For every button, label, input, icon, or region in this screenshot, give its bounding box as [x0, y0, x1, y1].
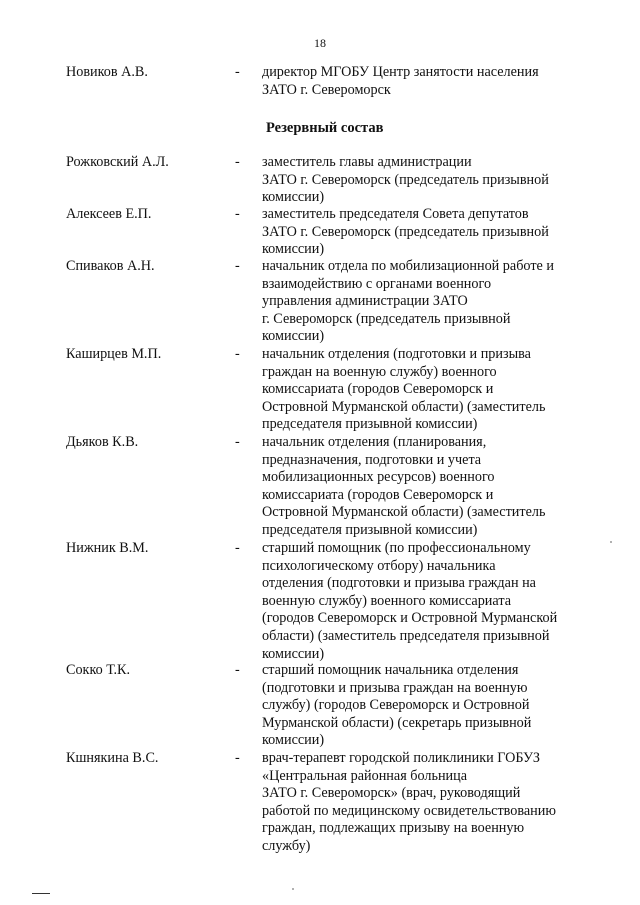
role-line: старший помощник (по профессиональному — [262, 540, 531, 556]
role-line: комиссариата (городов Североморск и — [262, 381, 494, 398]
page-number: 18 — [314, 36, 326, 50]
dash-separator: - — [235, 206, 240, 222]
dash-separator: - — [235, 750, 240, 766]
member-role — [262, 346, 592, 434]
role-line: области) (заместитель председателя призывной — [262, 627, 550, 644]
role-line: Островной Мурманской области) (заместитель — [262, 398, 546, 415]
dash-separator: - — [235, 662, 240, 678]
bottom-mark — [32, 893, 50, 894]
role-line: ЗАТО г. Североморск (председатель призывной — [262, 171, 549, 188]
role-line: комиссии) — [262, 732, 325, 749]
role-line: предназначения, подготовки и учета — [262, 451, 482, 468]
member-role — [262, 64, 592, 99]
role-line: комиссии) — [262, 328, 325, 345]
scan-speck — [610, 541, 612, 543]
role-line: «Центральная районная больница — [262, 767, 468, 784]
role-line: взаимодействию с органами военного — [262, 275, 492, 292]
role-line: граждан на военную службу) военного — [262, 363, 497, 380]
role-line: службу) (городов Североморск и Островной — [262, 697, 530, 714]
member-role — [262, 662, 592, 750]
role-line: ЗАТО г. Североморск» (врач, руководящий — [262, 785, 521, 802]
member-name: Спиваков А.Н. — [66, 258, 155, 274]
dash-separator: - — [235, 258, 240, 274]
role-line: (городов Североморск и Островной Мурманской — [262, 610, 558, 627]
member-name: Кшнякина В.С. — [66, 750, 159, 766]
role-line: старший помощник начальника отделения — [262, 662, 519, 678]
role-line: работой по медицинскому освидетельствованию — [262, 802, 556, 819]
role-line: директор МГОБУ Центр занятости населения — [262, 64, 539, 80]
member-name: Алексеев Е.П. — [66, 206, 152, 222]
role-line: начальник отделения (планирования, — [262, 434, 487, 450]
member-role — [262, 206, 592, 259]
dash-separator: - — [235, 434, 240, 450]
role-line: отделения (подготовки и призыва граждан на — [262, 575, 536, 592]
role-line: председателя призывной комиссии) — [262, 521, 478, 538]
dash-separator: - — [235, 346, 240, 362]
member-role — [262, 434, 592, 540]
role-line: психологическому отбору) начальника — [262, 557, 496, 574]
role-line: Мурманской области) (секретарь призывной — [262, 714, 532, 731]
member-name: Каширцев М.П. — [66, 346, 162, 362]
member-name: Новиков А.В. — [66, 64, 148, 80]
member-name: Дьяков К.В. — [66, 434, 139, 450]
role-line: (подготовки и призыва граждан на военную — [262, 679, 528, 696]
role-line: ЗАТО г. Североморск (председатель призывной — [262, 223, 549, 240]
role-line: комиссариата (городов Североморск и — [262, 486, 494, 503]
role-line: комиссии) — [262, 189, 325, 206]
member-name: Сокко Т.К. — [66, 662, 131, 678]
dash-separator: - — [235, 64, 240, 80]
scan-speck — [292, 888, 294, 890]
role-line: начальник отдела по мобилизационной работе и — [262, 258, 554, 274]
role-line: г. Североморск (председатель призывной — [262, 310, 511, 327]
role-line: врач-терапевт городской поликлиники ГОБУЗ — [262, 750, 540, 766]
role-line: военную службу) военного комиссариата — [262, 592, 511, 609]
role-line: граждан, подлежащих призыву на военную — [262, 820, 525, 837]
member-name: Нижник В.М. — [66, 540, 149, 556]
member-role — [262, 750, 592, 856]
section-title: Резервный состав — [266, 120, 384, 136]
dash-separator: - — [235, 154, 240, 170]
role-line: Островной Мурманской области) (заместитель — [262, 504, 546, 521]
member-role — [262, 540, 592, 663]
role-line: управления администрации ЗАТО — [262, 293, 468, 310]
role-line: ЗАТО г. Североморск — [262, 81, 391, 98]
role-line: службу) — [262, 837, 311, 854]
role-line: заместитель председателя Совета депутатов — [262, 206, 529, 222]
role-line: мобилизационных ресурсов) военного — [262, 469, 495, 486]
dash-separator: - — [235, 540, 240, 556]
member-role — [262, 258, 592, 346]
member-name: Рожковский А.Л. — [66, 154, 169, 170]
member-role — [262, 154, 592, 207]
role-line: председателя призывной комиссии) — [262, 416, 478, 433]
role-line: комиссии) — [262, 645, 325, 662]
role-line: начальник отделения (подготовки и призыва — [262, 346, 531, 362]
role-line: комиссии) — [262, 241, 325, 258]
role-line: заместитель главы администрации — [262, 154, 472, 170]
